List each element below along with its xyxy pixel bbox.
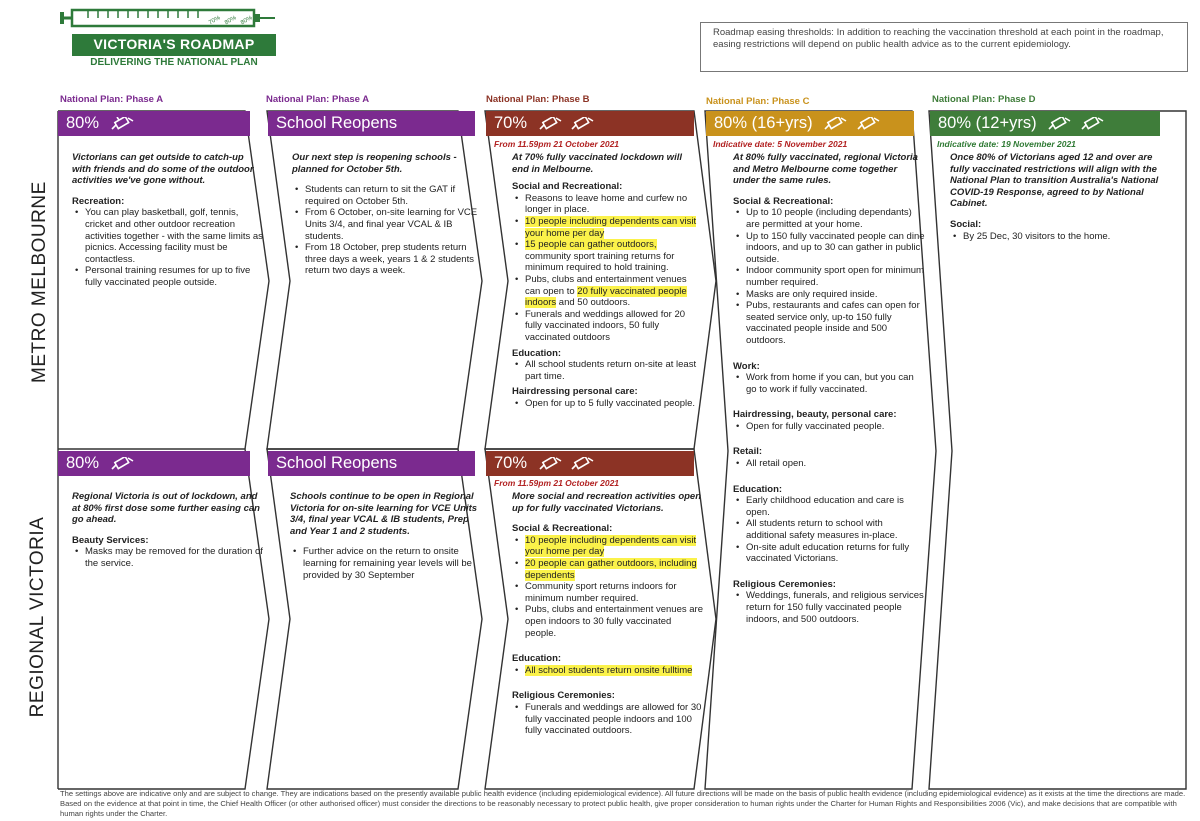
syringe-icon [1047, 114, 1073, 139]
phase-d-header [930, 111, 1160, 136]
phase-c-section-education: Education: [733, 483, 783, 495]
metro-b-header [486, 111, 694, 136]
regional-a1-section-beauty: Beauty Services: [72, 534, 149, 546]
regional-a1-header [58, 451, 250, 476]
regional-a2-head-text: School Reopens [276, 454, 398, 472]
list-item [512, 665, 704, 677]
list-item: • Open for fully vaccinated people. [733, 421, 925, 433]
phase-c-content [733, 152, 925, 629]
phase-c-section-religious: Religious Ceremonies: [733, 578, 836, 590]
highlight: 20 people can gather outdoors, including dependents [525, 557, 697, 581]
syringe-icon [570, 454, 596, 479]
phase-c-lead: At 80% fully vaccinated, regional Victoria and Metro Melbourne come together under the same rules. [733, 152, 918, 187]
highlight: All school students return onsite fulltime [525, 664, 693, 676]
phase-c-section-work: Work: [733, 360, 760, 372]
syringe-mark-2: 80% [224, 15, 238, 27]
phase-c-header [706, 111, 914, 136]
phase-c-head-text: 80% (16+yrs) [714, 114, 813, 132]
phase-label-a1: National Plan: Phase A [60, 94, 164, 105]
syringe-icon [570, 114, 596, 139]
metro-b-lead: At 70% fully vaccinated lockdown will end in Melbourne. [512, 152, 682, 175]
list-item: • By 25 Dec, 30 visitors to the home. [950, 231, 1168, 243]
metro-a1-head-text: 80% [66, 114, 100, 132]
list-item: • Funerals and weddings allowed for 20 fully vaccinated indoors, 50 fully vaccinated outdoors [512, 309, 698, 344]
phase-d-head-text: 80% (12+yrs) [938, 114, 1037, 132]
syringe-icon [110, 114, 136, 139]
list-item: • Weddings, funerals, and religious services return for 150 fully vaccinated people indoors, and 500 outdoors. [733, 590, 925, 625]
footer-disclaimer: The settings above are indicative only and are subject to change. They are indications based on the presently available public health evidence (including epidemiological evidence). All future directions will be made on the basis of public health evidence (including epidemiological evidence) as it exists at the time the directions are made. Based on the evidence at that point in time, the Chief Health Officer (or other authorised officer) must consider the directions to be reasonably necessary to protect public health, give proper consideration to human rights under the Charter for Human Rights and Responsibilities 2006 (Vic), and make decisions that are compatible with human rights under the Charter. [60, 789, 1186, 818]
thresholds-note: Roadmap easing thresholds: In addition to reaching the vaccination threshold at each point in the roadmap, easing restrictions will depend on public health advice as to the current epidemiology. [700, 22, 1188, 72]
list-item: • On-site adult education returns for fully vaccinated Victorians. [733, 542, 925, 565]
metro-a1-section-recreation: Recreation: [72, 195, 125, 207]
list-item: • From 6 October, on-site learning for VCE Units 3/4, and final year VCAL & IB students. [292, 207, 478, 242]
list-item: • You can play basketball, golf, tennis, cricket and other outdoor recreation activities together - with the same limits as picnics. Accessing facility must be contactless. [72, 207, 264, 265]
syringe-mark-3: 80% [240, 15, 254, 27]
metro-a1-lead: Victorians can get outside to catch-up with friends and do some of the outdoor activities we've gone without. [72, 152, 254, 187]
metro-a2-lead: Our next step is reopening schools - planned for October 5th. [292, 152, 457, 175]
regional-a1-content [72, 491, 264, 574]
metro-b-head-text: 70% [494, 114, 528, 132]
phase-label-b: National Plan: Phase B [486, 94, 590, 105]
highlight: 10 people including dependents can visit your home per day [525, 215, 697, 239]
syringe-icon [58, 4, 276, 32]
list-item: • 15 people can gather outdoors, community sport training returns for minimum required to hold training. [512, 239, 698, 274]
row-label-regional: REGIONAL VICTORIA [27, 516, 48, 718]
list-item: • Further advice on the return to onsite learning for remaining year levels will be provided by 30 September [290, 546, 480, 581]
regional-b-lead: More social and recreation activities open up for fully vaccinated Victorians. [512, 491, 702, 514]
list-item [512, 558, 704, 581]
list-item: • Students can return to sit the GAT if required on October 5th. [292, 184, 478, 207]
regional-a1-lead: Regional Victoria is out of lockdown, and at 80% first dose some further easing can go ahead. [72, 491, 260, 526]
phase-d-section-social: Social: [950, 218, 982, 230]
highlight: 10 people including dependents can visit your home per day [525, 534, 697, 558]
list-item: • Up to 150 fully vaccinated people can dine indoors, and up to 30 can gather in public outside. [733, 231, 925, 266]
metro-a1-header [58, 111, 250, 136]
metro-b-content [512, 152, 698, 413]
list-item: • Community sport returns indoors for minimum number required. [512, 581, 704, 604]
syringe-icon [538, 454, 564, 479]
list-item: • Masks are only required inside. [733, 289, 925, 301]
list-item: • All school students return on-site at least part time. [512, 359, 698, 382]
list-item: • All retail open. [733, 458, 925, 470]
list-item: • Pubs, restaurants and cafes can open for seated service only, up-to 150 fully vaccinated people inside and 500 outdoors. [733, 300, 925, 346]
regional-b-header [486, 451, 694, 476]
metro-a2-header [268, 111, 475, 136]
list-item: • Personal training resumes for up to five fully vaccinated people outside. [72, 265, 264, 288]
syringe-icon [1080, 114, 1106, 139]
list-item: • Open for up to 5 fully vaccinated people. [512, 398, 698, 410]
regional-a1-head-text: 80% [66, 454, 100, 472]
phase-c-section-social: Social & Recreational: [733, 195, 834, 207]
highlight: 15 people can gather outdoors, [525, 239, 657, 251]
list-item: • Early childhood education and care is open. [733, 495, 925, 518]
metro-a2-head-text: School Reopens [276, 114, 398, 132]
syringe-icon [823, 114, 849, 139]
list-item: • All students return to school with additional safety measures in-place. [733, 518, 925, 541]
phase-label-d: National Plan: Phase D [932, 94, 1036, 105]
phase-label-a2: National Plan: Phase A [266, 94, 370, 105]
metro-b-section-social: Social and Recreational: [512, 181, 623, 193]
phase-c-section-retail: Retail: [733, 446, 763, 458]
metro-b-date: From 11.59pm 21 October 2021 [494, 139, 620, 149]
syringe-icon [110, 454, 136, 479]
logo-subtitle: DELIVERING THE NATIONAL PLAN [72, 54, 276, 68]
metro-a1-content [72, 152, 264, 293]
metro-b-section-education: Education: [512, 347, 562, 359]
phase-d-date: Indicative date: 19 November 2021 [937, 139, 1076, 149]
regional-b-date: From 11.59pm 21 October 2021 [494, 478, 620, 488]
regional-a2-content [290, 491, 480, 585]
regional-b-content [512, 491, 704, 741]
list-item [512, 216, 698, 239]
phase-label-c: National Plan: Phase C [706, 96, 810, 107]
row-label-metro: METRO MELBOURNE [29, 181, 50, 383]
regional-a2-header [268, 451, 475, 476]
list-item [512, 535, 704, 558]
list-item: • Work from home if you can, but you can go to work if fully vaccinated. [733, 372, 925, 395]
phase-d-lead: Once 80% of Victorians aged 12 and over are fully vaccinated restrictions will align with the National Plan to transition Australia's National COVID-19 Response, agreed to by National Cabinet. [950, 152, 1159, 210]
syringe-icon [856, 114, 882, 139]
regional-b-section-education: Education: [512, 653, 562, 665]
list-item: • Pubs, clubs and entertainment venues can open to 20 fully vaccinated people indoors and 50 outdoors. [512, 274, 698, 309]
list-item: • Up to 10 people (including dependants) are permitted at your home. [733, 207, 925, 230]
syringe-icon [538, 114, 564, 139]
phase-c-section-hairdressing: Hairdressing, beauty, personal care: [733, 409, 897, 421]
list-item: • From 18 October, prep students return three days a week, years 1 & 2 students return two days a week. [292, 242, 478, 277]
regional-b-head-text: 70% [494, 454, 528, 472]
metro-a2-content [292, 152, 478, 281]
metro-b-section-hairdressing: Hairdressing personal care: [512, 386, 638, 398]
phase-c-date: Indicative date: 5 November 2021 [713, 139, 848, 149]
list-item: • Pubs, clubs and entertainment venues are open indoors to 30 fully vaccinated people. [512, 604, 704, 639]
list-item: • Reasons to leave home and curfew no longer in place. [512, 193, 698, 216]
regional-b-section-religious: Religious Ceremonies: [512, 690, 615, 702]
phase-d-content [950, 152, 1168, 246]
list-item: • Indoor community sport open for minimum number required. [733, 265, 925, 288]
regional-b-section-social: Social & Recreational: [512, 523, 613, 535]
syringe-mark-1: 70% [208, 15, 222, 27]
list-item: • Funerals and weddings are allowed for 30 fully vaccinated people indoors and 100 fully vaccinated outdoors. [512, 702, 704, 737]
highlight: 20 fully vaccinated people indoors [525, 285, 687, 309]
regional-a2-lead: Schools continue to be open in Regional Victoria for on-site learning for VCE Units 3/4, final year VCAL & IB students, Prep and Year 1 and 2 students. [290, 491, 478, 537]
logo-title: VICTORIA'S ROADMAP [72, 34, 276, 54]
roadmap-logo [58, 4, 276, 68]
list-item: • Masks may be removed for the duration of the service. [72, 546, 264, 569]
